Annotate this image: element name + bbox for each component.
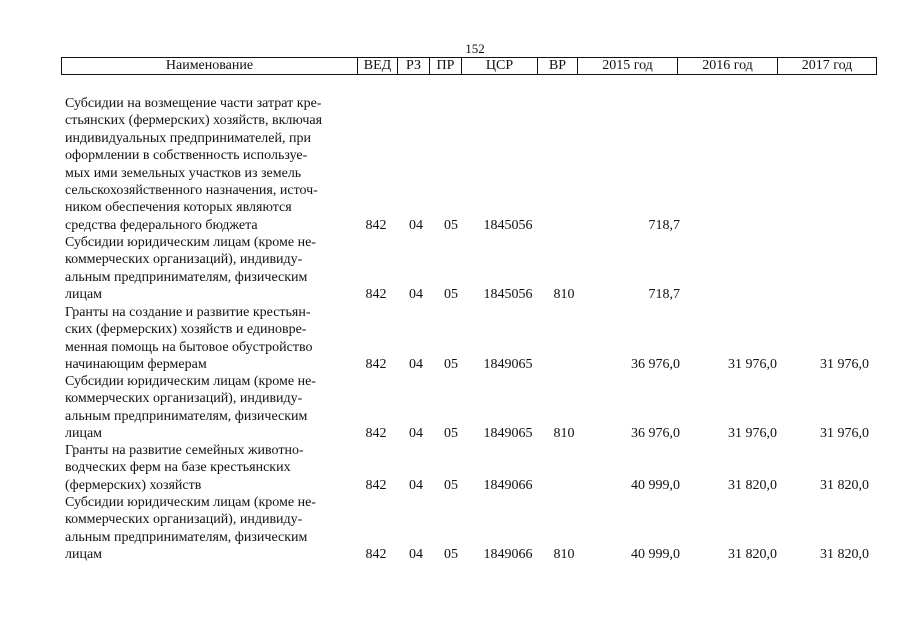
row-csr: 1849066 [483,547,533,563]
row-vr: 810 [553,547,575,563]
row-2015: 40 999,0 [631,477,680,493]
row-2015: 36 976,0 [631,426,680,442]
row-2015: 718,7 [648,287,680,303]
row-ved: 842 [365,477,387,493]
row-csr: 1849065 [483,357,533,373]
row-pr: 05 [444,547,458,563]
row-name: Субсидии юридическим лицам (кроме не- коммерческих организаций), индивиду- альным предпринимателям, физическим лицам [65,235,316,303]
row-pr: 05 [444,217,458,233]
header-2015: 2015 год [578,58,678,75]
row-ved: 842 [365,426,387,442]
row-csr: 1845056 [483,217,533,233]
header-csr: ЦСР [462,58,538,75]
row-2016: 31 976,0 [728,426,777,442]
row-csr: 1849065 [483,426,533,442]
row-rz: 04 [409,477,423,493]
row-pr: 05 [444,357,458,373]
header-ved: ВЕД [358,58,398,75]
row-ved: 842 [365,217,387,233]
row-rz: 04 [409,287,423,303]
row-2017: 31 820,0 [820,477,869,493]
row-vr: 810 [553,287,575,303]
row-csr: 1849066 [483,477,533,493]
header-vr: ВР [538,58,578,75]
row-name: Субсидии юридическим лицам (кроме не- коммерческих организаций), индивиду- альным предпринимателям, физическим лицам [65,374,316,442]
row-rz: 04 [409,357,423,373]
row-pr: 05 [444,287,458,303]
row-name: Субсидии юридическим лицам (кроме не- коммерческих организаций), индивиду- альным предпринимателям, физическим лицам [65,495,316,563]
header-2017: 2017 год [778,58,877,75]
row-name: Субсидии на возмещение части затрат кре- стьянских (фермерских) хозяйств, включая индивидуальных предпринимателей, при оформлении в собственность используе- мых ими земельных участков из земель сельскохозяйственного назначения, источ- ником обеспечения которых являются средства федерального бюджета [65,96,323,233]
header-pr: ПР [430,58,462,75]
row-2017: 31 976,0 [820,426,869,442]
row-ved: 842 [365,357,387,373]
row-ved: 842 [365,547,387,563]
page-number: 152 [465,41,485,56]
row-ved: 842 [365,287,387,303]
row-2015: 36 976,0 [631,357,680,373]
row-2015: 718,7 [648,217,680,233]
row-csr: 1845056 [483,287,533,303]
row-pr: 05 [444,426,458,442]
row-name: Гранты на развитие семейных животно- водческих ферм на базе крестьянских (фермерских) хозяйств [65,443,304,493]
row-vr: 810 [553,426,575,442]
row-2015: 40 999,0 [631,547,680,563]
row-rz: 04 [409,426,423,442]
row-2017: 31 820,0 [820,547,869,563]
header-rz: РЗ [398,58,430,75]
row-2016: 31 820,0 [728,477,777,493]
row-2017: 31 976,0 [820,357,869,373]
header-name: Наименование [62,58,358,75]
row-2016: 31 820,0 [728,547,777,563]
row-pr: 05 [444,477,458,493]
row-name: Гранты на создание и развитие крестьян- ских (фермерских) хозяйств и единовре- менная помощь на бытовое обустройство начинающим фермерам [65,305,313,373]
header-2016: 2016 год [678,58,778,75]
row-2016: 31 976,0 [728,357,777,373]
row-rz: 04 [409,217,423,233]
row-rz: 04 [409,547,423,563]
